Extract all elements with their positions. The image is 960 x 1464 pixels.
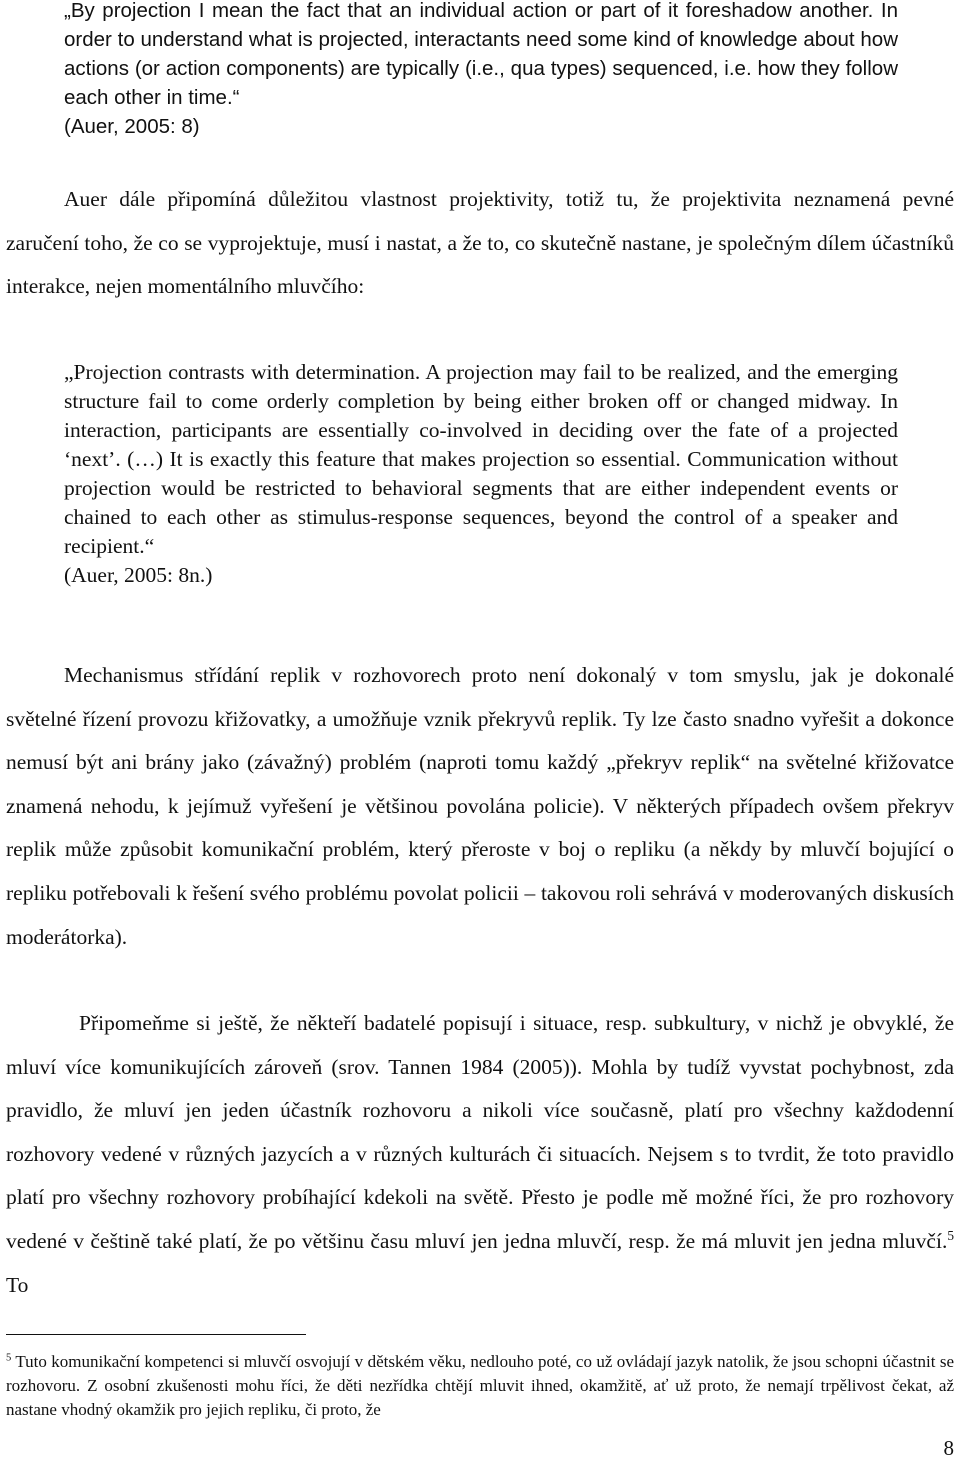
paragraph-text: Připomeňme si ještě, že někteří badatelé popisují i situace, resp. subkultury, v nichž je obvyklé, že mluví více komunikujících zároveň (srov. Tannen 1984 (2005)). Mohla by tudíž vyvstat pochybnost, zda pravidlo, že mluví jen jeden účastník rozhovoru a nikoli více současně, platí pro všechny každodenní rozhovory vedené v různých jazycích a v různých kulturách či situacích. Nejsem s to tvrdit, že toto pravidlo platí pro všechny rozhovory probíhající kdekoli na světě. Přesto je podle mě možné říci, že pro rozhovory vedené v češtině také platí, že po většinu času mluví jen jedna mluvčí, resp. že má mluvit jen jedna mluvčí. — [6, 1011, 954, 1253]
footnote-separator — [6, 1334, 306, 1335]
paragraph-overlapping-speech — [6, 1002, 954, 1307]
block-quote-auer-1 — [64, 0, 898, 141]
quote-citation: (Auer, 2005: 8n.) — [64, 563, 213, 587]
paragraph-tail: To — [6, 1272, 29, 1297]
footnote-number: 5 — [6, 1352, 12, 1364]
quote-citation: (Auer, 2005: 8) — [64, 115, 200, 138]
page-number: 8 — [943, 1436, 954, 1460]
footnote-text: Tuto komunikační kompetenci si mluvčí osvojují v dětském věku, nedlouho poté, co už ovládají jazyk natolik, že jsou schopni účastnit se rozhovoru. Z osobní zkušenosti mohu říci, že děti nezřídka chtějí mluvit ihned, okamžitě, ať už proto, že nemají trpělivost čekat, až nastane vhodný okamžik pro jejich repliku, či proto, že — [6, 1352, 954, 1419]
quote-text: „By projection I mean the fact that an individual action or part of it foreshadow another. In order to understand what is projected, interactants need some kind of knowledge about how actions (or action components) are typically (i.e., qua types) sequenced, i.e. how they follow each other in time.“ — [64, 0, 898, 109]
paragraph-auer-projectivity: Auer dále připomíná důležitou vlastnost projektivity, totiž tu, že projektivita neznamená pevné zaručení toho, že co se vyprojektuje, musí i nastat, a že to, co skutečně nastane, je společným dílem účastníků interakce, nejen momentálního mluvčího: — [6, 187, 954, 299]
footnote — [6, 1350, 954, 1422]
footnote-reference[interactable]: 5 — [947, 1227, 954, 1243]
quote-text: „Projection contrasts with determination. A projection may fail to be realized, and the emerging structure fail to come orderly completion by being either broken off or changed midway. In interaction, participants are essentially co-involved in deciding over the fate of a projected ‘next’. (…) It is exactly this feature that makes projection so essential. Communication without projection would be restricted to behavioral segments that are either independent events or chained to each other as stimulus-response sequences, beyond the control of a speaker and recipient.“ — [64, 360, 898, 558]
block-quote-auer-2 — [64, 358, 898, 590]
paragraph-turn-taking-mechanism: Mechanismus střídání replik v rozhovorech proto není dokonalý v tom smyslu, jak je dokonalé světelné řízení provozu křižovatky, a umožňuje vznik překryvů replik. Ty lze často snadno vyřešit a dokonce nemusí být ani brány jako (závažný) problém (naproti tomu každý „překryv replik“ na světelné křižovatce znamená nehodu, k jejímuž vyřešení je většinou povolána policie). V některých případech ovšem překryv replik může způsobit komunikační problém, který přeroste v boj o repliku (a někdy by mluvčí bojující o repliku potřebovali k řešení svého problému povolat policii – takovou roli sehrává v moderovaných diskusích moderátorka). — [6, 663, 954, 949]
